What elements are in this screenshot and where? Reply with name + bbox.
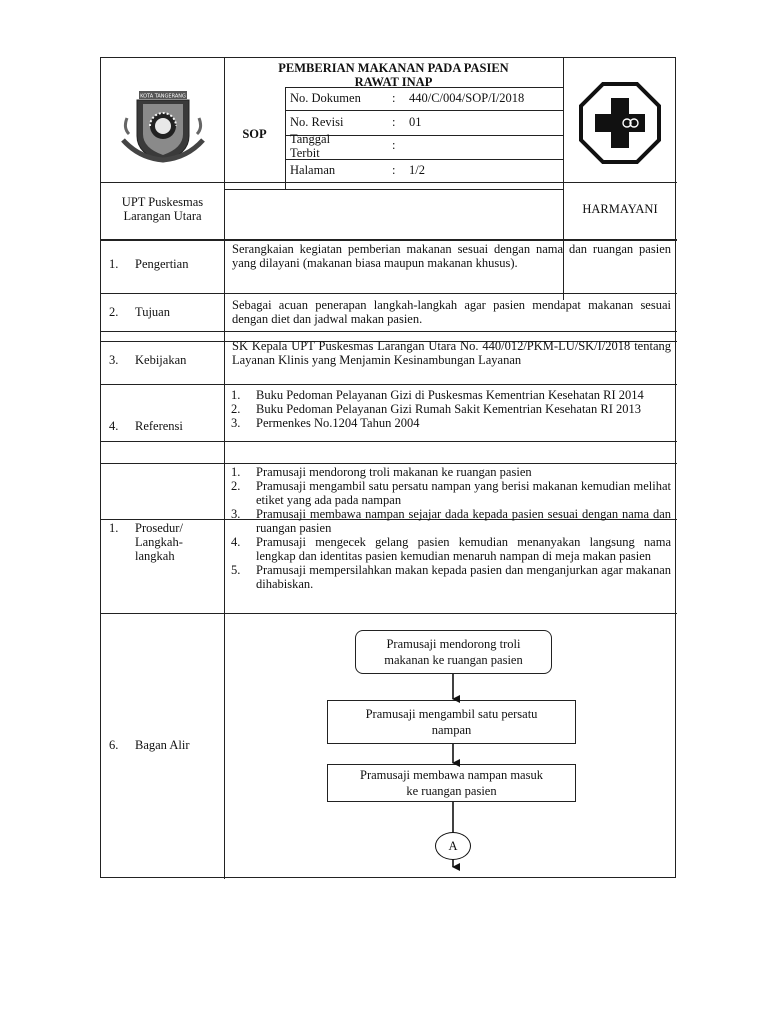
- kebijakan-label: Kebijakan: [135, 353, 187, 367]
- pengertian-top-line: [101, 293, 677, 294]
- sop-label: SOP: [242, 127, 267, 141]
- list-item: 3. Pramusaji membawa nampan sejajar dada kepada pasien sesuai dengan nama dan ruangan pasien: [231, 507, 671, 535]
- tujuan-text: Sebagai acuan penerapan langkah-langkah agar pasien mendapat makanan sesuai dengan diet dan jadwal makan pasien.: [232, 298, 671, 326]
- field-value-halaman: 1/2: [409, 163, 425, 177]
- referensi-top-line: [101, 441, 677, 442]
- prosedur-list: [228, 465, 671, 591]
- org-line-2: Larangan Utara: [123, 209, 202, 223]
- kota-tangerang-logo: [119, 88, 207, 166]
- field-label-halaman: Halaman: [290, 163, 336, 177]
- list-item: 3. Permenkes No.1204 Tahun 2004: [231, 416, 420, 430]
- referensi-label: Referensi: [135, 419, 183, 433]
- tujuan-num: 2.: [109, 305, 119, 319]
- bagan-num: 6.: [109, 738, 119, 752]
- header-middle-bottom-line: [224, 189, 563, 190]
- field-sep-dokumen: :: [392, 91, 396, 105]
- pengertian-label: Pengertian: [135, 257, 189, 271]
- field-value-dokumen: 440/C/004/SOP/I/2018: [409, 91, 525, 105]
- list-item: 5. Pramusaji mempersilahkan makan kepada pasien dan menganjurkan agar makanan dihabiskan.: [231, 563, 671, 591]
- flow-step-1: Pramusaji mendorong troli makanan ke ruangan pasien: [355, 630, 552, 674]
- list-item: 1. Buku Pedoman Pelayanan Gizi di Puskesmas Kementrian Kesehatan RI 2014: [231, 388, 644, 402]
- flow-arrows: [101, 613, 677, 879]
- field-label-dokumen: No. Dokumen: [290, 91, 361, 105]
- kebijakan-text: SK Kepala UPT Puskesmas Larangan Utara No. 440/012/PKM-LU/SK/I/2018 tentang Layanan Klinis yang Menjamin Kesinambungan Layanan: [232, 339, 671, 367]
- referensi-list: [228, 388, 671, 430]
- flow-step-3: Pramusaji membawa nampan masuk ke ruangan pasien: [327, 764, 576, 802]
- field-label-tanggal-line1: Tanggal: [290, 132, 331, 146]
- bagan-label: Bagan Alir: [135, 738, 190, 752]
- row-dokumen-line: [285, 110, 563, 111]
- field-label-tanggal-line2: Terbit: [290, 146, 320, 160]
- list-item: 4. Pramusaji mengecek gelang pasien kemudian menanyakan langsung nama lengkap dan identitas pasien kemudian menaruh nampan di meja makan pasien: [231, 535, 671, 563]
- flow-step-2: Pramusaji mengambil satu persatu nampan: [327, 700, 576, 744]
- signatory-name: HARMAYANI: [582, 202, 658, 216]
- org-line-1: UPT Puskesmas: [121, 195, 204, 209]
- field-label-revisi: No. Revisi: [290, 115, 344, 129]
- referensi-num: 4.: [109, 419, 119, 433]
- field-sep-tanggal: :: [392, 138, 396, 152]
- puskesmas-logo: [579, 82, 661, 164]
- field-sep-halaman: :: [392, 163, 396, 177]
- prosedur-num: 1.: [109, 521, 119, 535]
- sop-divider: [285, 87, 286, 189]
- flow-connector: A: [435, 832, 471, 860]
- list-item: 2. Buku Pedoman Pelayanan Gizi Rumah Sakit Kementrian Kesehatan RI 2013: [231, 402, 641, 416]
- title-line-2: RAWAT INAP: [354, 75, 433, 89]
- prosedur-label: Prosedur/ Langkah- langkah: [135, 521, 183, 563]
- field-value-revisi: 01: [409, 115, 422, 129]
- field-label-tanggal: [290, 132, 330, 160]
- signatory-divider: [563, 182, 564, 300]
- field-sep-revisi: :: [392, 115, 396, 129]
- org-name: [101, 195, 224, 223]
- pengertian-num: 1.: [109, 257, 119, 271]
- tujuan-label: Tujuan: [135, 305, 170, 319]
- title-line-1: PEMBERIAN MAKANAN PADA PASIEN: [278, 61, 509, 75]
- pengertian-text: Serangkaian kegiatan pemberian makanan sesuai dengan nama dan ruangan pasien yang dilayani (makanan biasa maupun makanan khusus).: [232, 242, 671, 270]
- kebijakan-num: 3.: [109, 353, 119, 367]
- logo-caption: KOTA TANGERANG: [140, 93, 186, 100]
- document-title: [224, 61, 563, 89]
- sop-document: [100, 57, 676, 878]
- kebijakan-top-line: [101, 384, 677, 385]
- list-item: 1. Pramusaji mendorong troli makanan ke ruangan pasien: [231, 465, 532, 479]
- list-item: 2. Pramusaji mengambil satu persatu nampan yang berisi makanan kemudian melihat etiket yang ada pada nampan: [231, 479, 671, 507]
